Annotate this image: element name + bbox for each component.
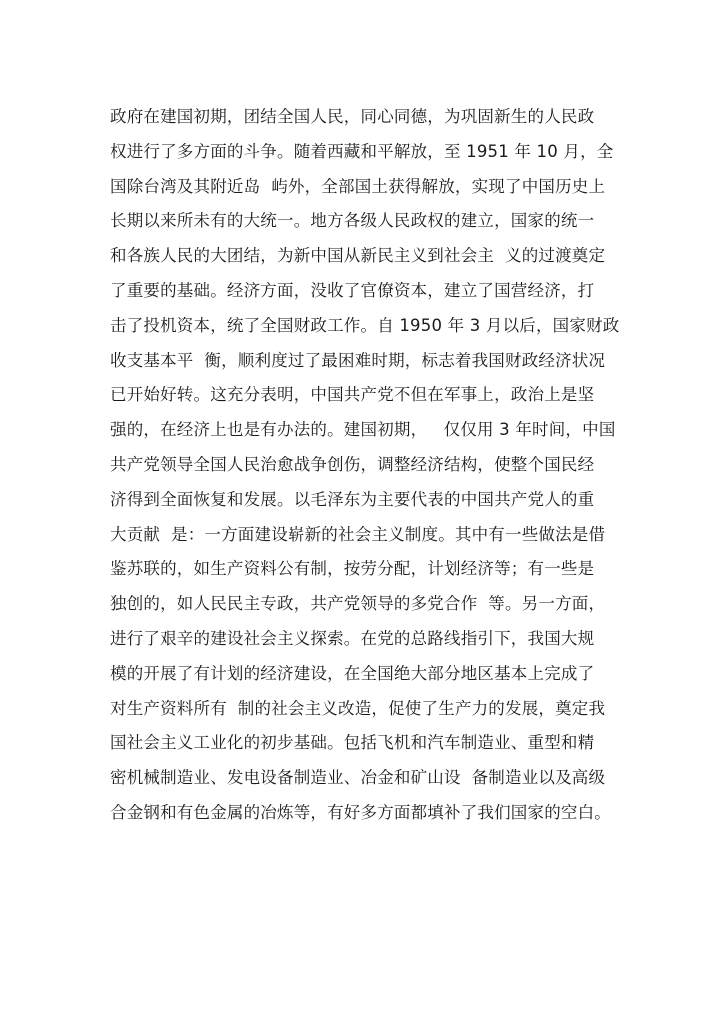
text-line-9: 已开始好转。这充分表明，中国共产党不但在军事上，政治上是坚: [110, 385, 595, 405]
text-line-5: 和各族人民的大团结，为新中国从新民主义到社会主 义的过渡奠定: [110, 246, 606, 266]
text-line-16: 进行了艰辛的建设社会主义探索。在党的总路线指引下，我国大规: [110, 628, 595, 648]
text-line-7: 击了投机资本，统了全国财政工作。自 1950 年 3 月以后，国家财政: [110, 315, 620, 335]
text-line-14: 鉴苏联的，如生产资料公有制，按劳分配，计划经济等；有一些是: [110, 559, 595, 579]
text-line-21: 合金钢和有色金属的冶炼等，有好多方面都填补了我们国家的空白。: [110, 802, 611, 822]
text-line-13: 大贡献 是：一方面建设崭新的社会主义制度。其中有一些做法是借: [110, 524, 606, 544]
text-line-6: 了重要的基础。经济方面，没收了官僚资本，建立了国营经济，打: [110, 280, 595, 300]
text-line-11: 共产党领导全国人民治愈战争创伤，调整经济结构，使整个国民经: [110, 454, 595, 474]
text-line-15: 独创的，如人民民主专政，共产党领导的多党合作 等。另一方面，: [110, 594, 606, 614]
text-line-8: 收支基本平 衡，顺利度过了最困难时期，标志着我国财政经济状况: [110, 350, 606, 370]
text-line-18: 对生产资料所有 制的社会主义改造，促使了生产力的发展，奠定我: [110, 698, 606, 718]
text-line-1: 政府在建国初期，团结全国人民，同心同德，为巩固新生的人民政: [110, 107, 595, 126]
text-line-4: 长期以来所未有的大统一。地方各级人民政权的建立，国家的统一: [110, 211, 595, 231]
text-line-17: 模的开展了有计划的经济建设，在全国绝大部分地区基本上完成了: [110, 663, 595, 683]
text-line-19: 国社会主义工业化的初步基础。包括飞机和汽车制造业、重型和精: [110, 733, 595, 753]
text-line-3: 国除台湾及其附近岛 屿外，全部国土获得解放，实现了中国历史上: [110, 176, 606, 196]
body-paragraph: [110, 100, 630, 831]
text-line-20: 密机械制造业、发电设备制造业、冶金和矿山设 备制造业以及高级: [110, 768, 606, 788]
text-line-10: 强的，在经济上也是有办法的。建国初期， 仅仅用 3 年时间，中国: [110, 420, 616, 440]
text-line-12: 济得到全面恢复和发展。以毛泽东为主要代表的中国共产党人的重: [110, 489, 595, 509]
text-line-2: 权进行了多方面的斗争。随着西藏和平解放，至 1951 年 10 月，全: [110, 141, 614, 161]
